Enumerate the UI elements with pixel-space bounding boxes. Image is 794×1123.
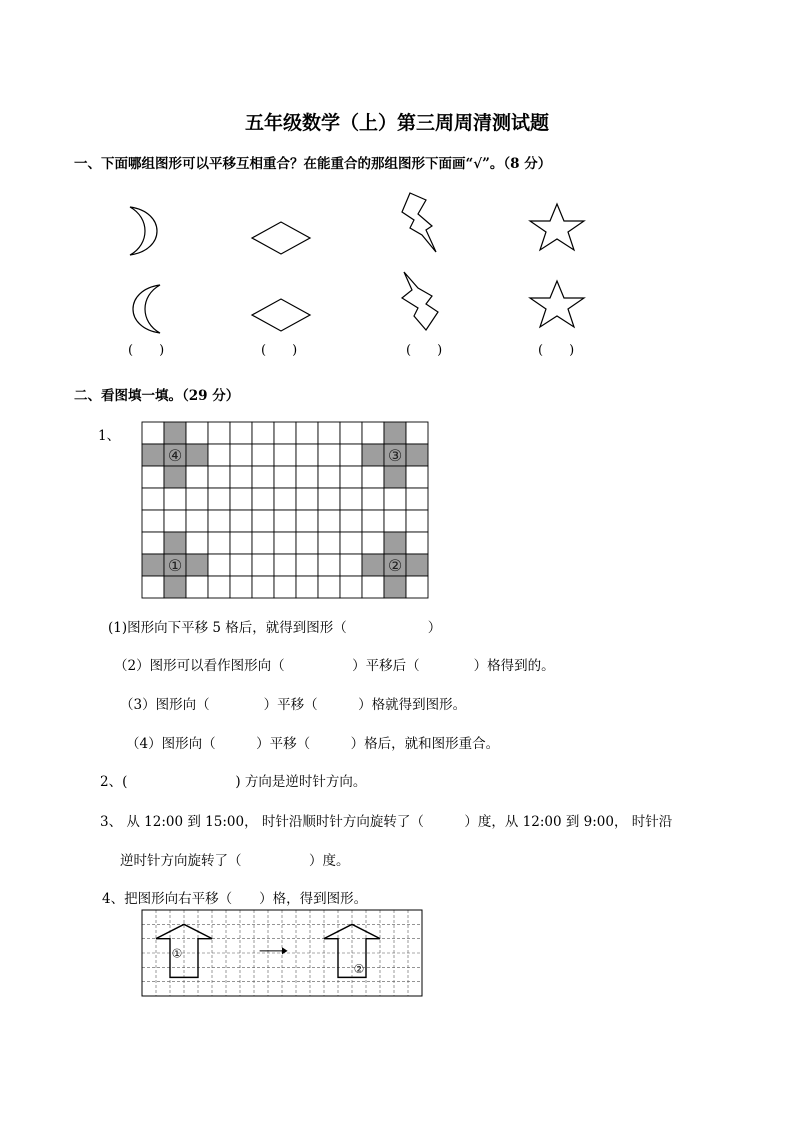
grid-cell [296, 554, 318, 576]
grid-cell [340, 444, 362, 466]
crescent-icon [133, 285, 160, 333]
grid-cell [318, 576, 340, 598]
grid-cell [362, 554, 384, 576]
grid-cell [230, 422, 252, 444]
grid-cell [340, 554, 362, 576]
grid-cell [230, 554, 252, 576]
answer-blank-1[interactable]: ( ) [128, 343, 165, 358]
grid-cell [362, 510, 384, 532]
grid-cell [186, 576, 208, 598]
grid-cell [362, 466, 384, 488]
grid-shape-label: ③ [387, 446, 403, 465]
star-icon [530, 281, 584, 327]
lightning-icon [402, 193, 436, 252]
grid-cell [142, 532, 164, 554]
grid-cell [362, 532, 384, 554]
crescent-icon [130, 207, 157, 255]
grid-cell [164, 576, 186, 598]
grid-cell [274, 554, 296, 576]
grid-cell [208, 510, 230, 532]
grid-cell [186, 422, 208, 444]
grid-cell [406, 576, 428, 598]
grid-cell [384, 488, 406, 510]
grid-cell [208, 422, 230, 444]
house-label-1: ① [171, 946, 183, 961]
grid-cell [296, 488, 318, 510]
grid-cell [142, 554, 164, 576]
grid-cell [384, 532, 406, 554]
grid-cell [274, 510, 296, 532]
grid-cell [274, 444, 296, 466]
grid-shape-label: ② [387, 556, 403, 575]
grid-cell [362, 444, 384, 466]
grid-cell [164, 466, 186, 488]
grid-cell [252, 576, 274, 598]
star-icon [530, 204, 584, 250]
grid-cell [318, 554, 340, 576]
grid-cell [186, 444, 208, 466]
lightning-icon [402, 272, 438, 330]
grid-cell [252, 532, 274, 554]
grid-cell [208, 466, 230, 488]
grid-cell [406, 422, 428, 444]
grid-shape-label: ① [167, 556, 183, 575]
grid-cell [384, 510, 406, 532]
grid-cell [296, 510, 318, 532]
grid-cell [164, 422, 186, 444]
grid-cell [208, 576, 230, 598]
grid-cell [186, 510, 208, 532]
sub-question-2: （2）图形可以看作图形向（ ）平移后（ ）格得到的。 [114, 658, 555, 674]
grid-cell [384, 466, 406, 488]
grid-cell [340, 532, 362, 554]
grid-cell [274, 576, 296, 598]
grid-cell [406, 444, 428, 466]
grid-cell [296, 576, 318, 598]
grid-cell [142, 510, 164, 532]
grid-cell [296, 444, 318, 466]
page-title: 五年级数学（上）第三周周清测试题 [244, 112, 549, 134]
grid-cell [164, 488, 186, 510]
grid-cell [252, 444, 274, 466]
grid-cell [296, 532, 318, 554]
grid-cell [318, 444, 340, 466]
item-2-text: 2、( ) 方向是逆时针方向。 [100, 774, 367, 790]
grid-shape-label: ④ [167, 446, 183, 465]
grid-cell [406, 488, 428, 510]
rhombus-icon [252, 299, 310, 331]
grid-cell [296, 466, 318, 488]
grid-cell [208, 532, 230, 554]
grid-cell [252, 466, 274, 488]
grid-cell [296, 422, 318, 444]
grid-cell [142, 444, 164, 466]
grid-cell [252, 554, 274, 576]
grid-cell [274, 532, 296, 554]
grid-cell [318, 532, 340, 554]
grid-cell [164, 532, 186, 554]
sub-question-3: （3）图形向（ ）平移（ ）格就得到图形。 [120, 697, 467, 713]
grid-cell [340, 466, 362, 488]
grid-cell [252, 422, 274, 444]
grid-cell [186, 532, 208, 554]
sub-question-4: （4）图形向（ ）平移（ ）格后，就和图形重合。 [126, 736, 500, 752]
grid-cell [208, 488, 230, 510]
item-3-text-line1: 3、 从 12:00 到 15:00， 时针沿顺时针方向旋转了（ ）度，从 12:00 到 9:00， 时针沿 [100, 814, 673, 830]
grid-cell [318, 422, 340, 444]
grid-cell [362, 576, 384, 598]
grid-cell [230, 510, 252, 532]
answer-blank-4[interactable]: ( ) [538, 343, 575, 358]
grid-cell [318, 488, 340, 510]
grid-cell [142, 422, 164, 444]
grid-cell [142, 576, 164, 598]
grid-cell [186, 554, 208, 576]
grid-cell [406, 532, 428, 554]
grid-cell [274, 422, 296, 444]
item-3-text-line2: 逆时针方向旋转了（ ）度。 [120, 853, 350, 869]
grid-cell [252, 510, 274, 532]
grid-cell [230, 444, 252, 466]
grid-cell [318, 466, 340, 488]
grid-cell [186, 488, 208, 510]
question-1-heading: 一、下面哪组图形可以平移互相重合？在能重合的那组图形下面画“√”。（8 分） [74, 156, 552, 172]
sub-question-1: (1)图形向下平移 5 格后，就得到图形（ ） [108, 620, 442, 636]
answer-blank-3[interactable]: ( ) [406, 343, 443, 358]
grid-cell [142, 488, 164, 510]
grid-cell [340, 576, 362, 598]
grid-cell [340, 422, 362, 444]
grid-cell [362, 488, 384, 510]
grid-cell [230, 532, 252, 554]
grid-cell [208, 444, 230, 466]
grid-cell [164, 510, 186, 532]
grid-cell [340, 488, 362, 510]
rhombus-icon [252, 222, 310, 254]
grid-cell [406, 510, 428, 532]
item-4-text: 4、把图形向右平移（ ）格，得到图形。 [102, 891, 368, 907]
grid-cell [406, 466, 428, 488]
house-label-2: ② [353, 962, 365, 977]
grid-cell [340, 510, 362, 532]
grid-cell [142, 466, 164, 488]
grid-cell [274, 466, 296, 488]
grid-cell [230, 488, 252, 510]
grid-cell [186, 466, 208, 488]
grid-cell [318, 510, 340, 532]
grid-cell [362, 422, 384, 444]
grid-cell [252, 488, 274, 510]
grid-cell [230, 576, 252, 598]
grid-cell [384, 422, 406, 444]
translation-grid [142, 422, 428, 598]
grid-cell [230, 466, 252, 488]
item-1-number: 1、 [98, 428, 121, 444]
arrow-head-icon [282, 947, 288, 954]
grid-cell [384, 576, 406, 598]
answer-blank-2[interactable]: ( ) [261, 343, 298, 358]
grid-cell [208, 554, 230, 576]
grid-cell [406, 554, 428, 576]
house-translation-grid [142, 910, 422, 996]
grid-cell [274, 488, 296, 510]
question-2-heading: 二、看图填一填。（29 分） [74, 388, 240, 404]
